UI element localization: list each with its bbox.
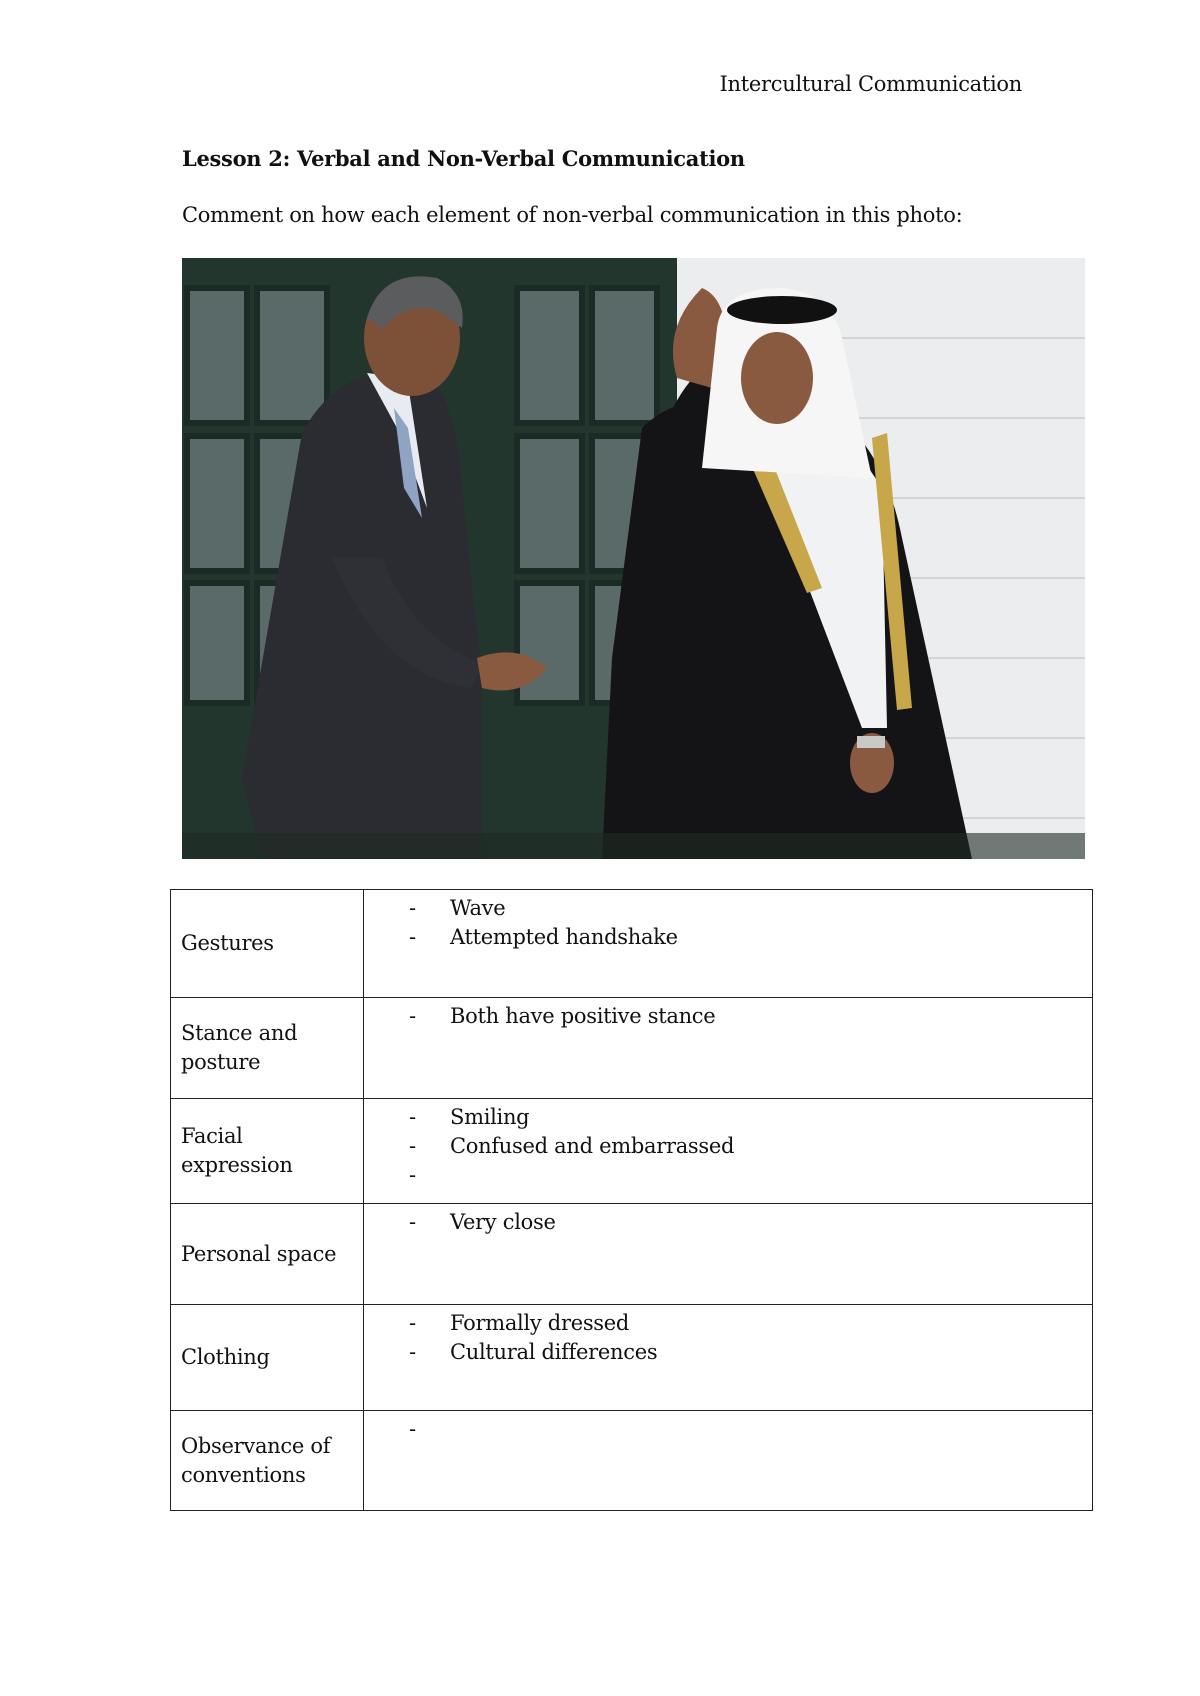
row-label: Stance and posture <box>171 998 364 1099</box>
observation-table <box>170 889 1093 1511</box>
table-row <box>171 1305 1093 1411</box>
row-label: Clothing <box>171 1305 364 1411</box>
row-notes <box>364 1411 1093 1511</box>
list-item: - Formally dressed <box>364 1309 1092 1338</box>
row-label: Gestures <box>171 890 364 998</box>
table-row <box>171 890 1093 998</box>
row-label: Facial expression <box>171 1099 364 1204</box>
instruction-text: Comment on how each element of non-verbal communication in this photo: <box>182 203 963 227</box>
list-item: - Attempted handshake <box>364 923 1092 952</box>
row-notes <box>364 1204 1093 1305</box>
row-notes <box>364 1305 1093 1411</box>
list-item: - Both have positive stance <box>364 1002 1092 1031</box>
list-item: - Cultural differences <box>364 1338 1092 1367</box>
list-item <box>364 1415 1092 1444</box>
row-notes <box>364 1099 1093 1204</box>
lesson-title: Lesson 2: Verbal and Non-Verbal Communication <box>182 146 745 171</box>
list-item: - Smiling <box>364 1103 1092 1132</box>
table-row <box>171 1099 1093 1204</box>
running-header: Intercultural Communication <box>719 72 1022 96</box>
table-row <box>171 1204 1093 1305</box>
list-item: - Very close <box>364 1208 1092 1237</box>
row-notes <box>364 890 1093 998</box>
table-row <box>171 1411 1093 1511</box>
row-notes <box>364 998 1093 1099</box>
photo-two-men-greeting <box>182 258 1085 859</box>
list-item: - Wave <box>364 894 1092 923</box>
table-row <box>171 998 1093 1099</box>
list-item: - Confused and embarrassed <box>364 1132 1092 1161</box>
row-label: Personal space <box>171 1204 364 1305</box>
row-label: Observance of conventions <box>171 1411 364 1511</box>
list-item <box>364 1161 1092 1190</box>
